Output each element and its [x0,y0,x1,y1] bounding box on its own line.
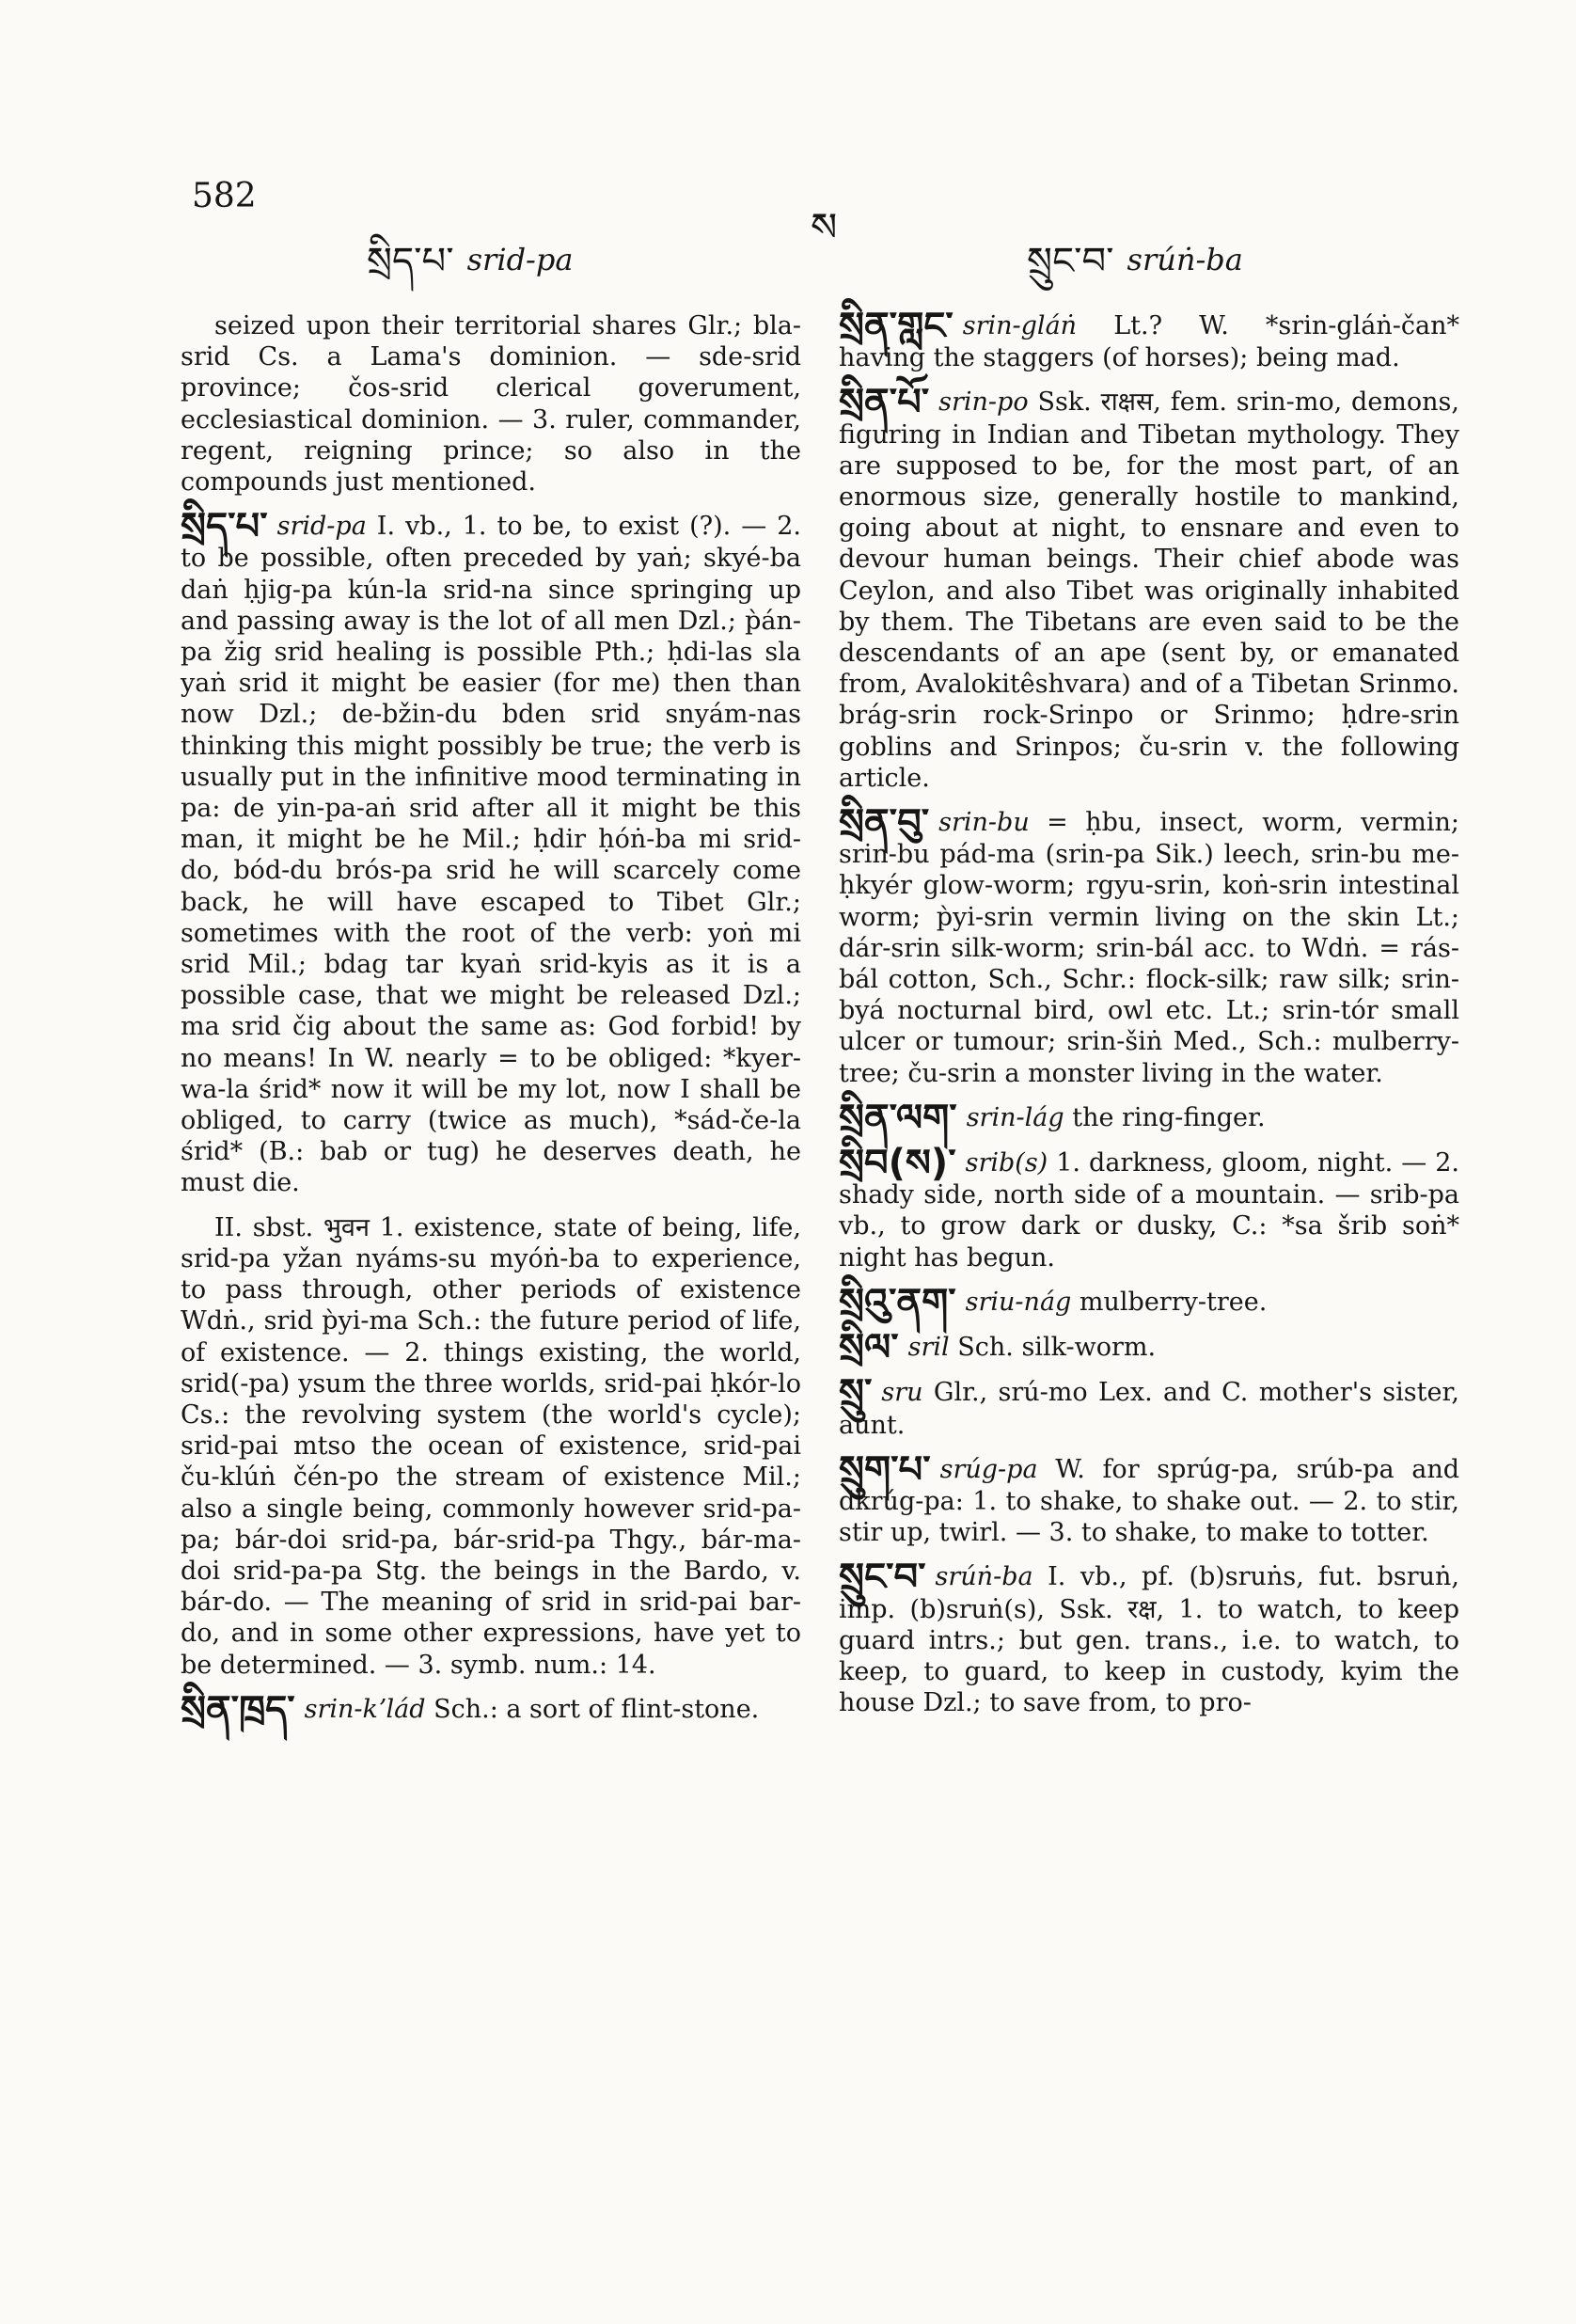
right-running-head-word: srúṅ-ba [1127,242,1243,277]
dictionary-entry [839,1556,1460,1718]
entry-definition: Sch.: a sort of flint-stone. [433,1694,760,1724]
entry-transliteration: srin-lág [966,1102,1064,1132]
entry-tibetan-headword: སྲིན་ལག་ [839,1096,957,1140]
entry-definition: Lt.? W. *srin-gláṅ-čan* having the staggers (of horses); being mad. [839,311,1459,373]
dictionary-entry [181,1212,801,1681]
entry-tibetan-headword: སྲིབ(ས)་ [839,1142,956,1186]
entry-transliteration: srib(s) [965,1148,1048,1178]
dictionary-entry [181,505,801,1198]
page-header [0,177,1576,290]
left-running-head [367,218,573,324]
entry-definition: = ḥbu, insect, worm, vermin; srin-bu pád-ma (srin-pa Sik.) leech, srin-bu me-ḥkyér glow-worm; rgyu-srin, koṅ-srin intestinal worm; p̀yi-srin vermin living on the skin Lt.; dár-srin silk-worm; srin-bál acc. to Wdṅ. = rás-bál cotton, Sch., Schr.: flock-silk; raw silk; srin-byá nocturnal bird, owl etc. Lt.; srin-tór small ulcer or tumour; srin-šiṅ Med., Sch.: mulberry-tree; ču-srin a monster living in the water. [839,808,1459,1088]
dictionary-entry [839,801,1459,1089]
entry-tibetan-headword: སྲུག་པ་ [839,1447,931,1492]
entry-transliteration: sru [881,1378,923,1408]
entry-definition: I. vb., pf. (b)sruṅs, fut. bsruṅ, imp. (b)sruṅ(s), Ssk. रक्ष, 1. to watch, to keep guard intrs.; but gen. trans., i.e. to watch, to keep, to guard, to keep in custody, kyim the house Dzl.; to save from, to pro- [839,1562,1460,1718]
entry-definition: Ssk. राक्षस, fem. srin-mo, demons, figuring in Indian and Tibetan mythology. They are supposed to be, for the most part, of an enormous size, generally hostile to mankind, going about at night, to ensnare and even to devour human beings. Their chief abode was Ceylon, and also Tibet was originally inhabited by them. The Tibetans are even said to be the descendants of an ape (sent by, or emanated from, Avalokitêshvara) and of a Tibetan Srinmo. brág-srin rock-Srinpo or Srinmo; ḥdre-srin goblins and Srinpos; ču-srin v. the following article. [839,387,1459,793]
entry-definition: II. sbst. भुवन 1. existence, state of being, life, srid-pa yžan nyáms-su myóṅ-ba to experience, to pass through, other periods of existence Wdṅ., srid p̀yi-ma Sch.: the future period of life, of existence. — 2. things existing, the world, srid(-pa) ysum the three worlds, srid-pai ḥkór-lo Cs.: the revolving system (the world's cycle); srid-pai mtso the ocean of existence, srid-pai ču-klúṅ čén-po the stream of existence Mil.; also a single being, commonly however srid-pa-pa; bár-doi srid-pa, bár-srid-pa Thgy., bár-ma-doi srid-pa-pa Stg. the beings in the Bardo, v. bár-do. — The meaning of srid in srid-pai bar-do, and in some other expressions, have yet to be determined. — 3. symb. num.: 14. [181,1212,801,1680]
entry-definition: I. vb., 1. to be, to exist (?). — 2. to be possible, often preceded by yaṅ; skyé-ba daṅ ḥjig-pa kún-la srid-na since springing up and passing away is the lot of all men Dzl.; p̀án-pa ži̇g srid healing is possible Pth.; ḥdi-las sla yaṅ srid it might be easier (for me) then than now Dzl.; de-bžin-du bden srid snyám-nas thinking this might possibly be true; the verb is usually put in the infinitive mood terminating in pa: de yin-pa-aṅ srid after all it might be this man, it might be he Mil.; ḥdir ḥóṅ-ba mi srid-do, bód-du brós-pa srid he will scarcely come back, he will have escaped to Tibet Glr.; sometimes with the root of the verb: yoṅ mi srid Mil.; bdag tar kyaṅ srid-kyis as it is a possible case, that we might be released Dzl.; ma srid čig about the same as: God forbid! by no means! In W. nearly = to be obliged: *kyer-wa-la śrid* now it will be my lot, now I shall be obliged, to carry (twice as much), *sád-če-la śrid* (B.: bab or tug) he deserves death, he must die. [181,512,801,1198]
dictionary-entry [839,305,1459,373]
dictionary-entry [181,310,801,498]
left-running-head-word: srid-pa [466,242,574,277]
entry-transliteration: srúg-pa [939,1454,1038,1484]
dictionary-entry [839,1447,1459,1549]
entry-transliteration: srin-gláṅ [962,311,1078,340]
section-letter: ས [811,204,838,250]
page-number: 582 [192,177,257,215]
entry-tibetan-headword: སྲིན་ཁྲད་ [181,1687,295,1731]
entry-definition: Glr., srú-mo Lex. and C. mother's sister, aunt. [839,1378,1459,1440]
dictionary-entry [839,1280,1459,1324]
entry-tibetan-headword: སྲུང་བ་ [839,1556,926,1600]
entry-tibetan-headword: སྲིའུ་ནག་ [839,1280,956,1324]
right-column [839,305,1460,1731]
entry-tibetan-headword: སྲིན་པོ་ [839,381,930,425]
entry-tibetan-headword: སྲིད་པ་ [181,505,268,549]
entry-transliteration: sril [907,1333,950,1363]
left-column [181,310,801,1739]
entry-definition: 1. darkness, gloom, night. — 2. shady side, north side of a mountain. — srib-pa vb., to grow dark or dusky, C.: *sa šrib soṅ* night has begun. [839,1148,1459,1273]
dictionary-entry [181,1687,801,1731]
dictionary-entry [839,1096,1459,1140]
entry-definition: the ring-finger. [1072,1102,1266,1132]
dictionary-entry [839,1142,1459,1273]
entry-transliteration: srúṅ-ba [935,1562,1033,1592]
entry-transliteration: srin-kʼlád [304,1694,426,1724]
entry-definition: mulberry-tree. [1079,1287,1268,1317]
entry-transliteration: srid-pa [276,512,367,542]
entry-tibetan-headword: སྲིལ་ [839,1326,899,1370]
entry-tibetan-headword: སྲུ་ [839,1371,873,1415]
dictionary-entry [839,1326,1459,1370]
right-running-head [1027,218,1243,324]
entry-transliteration: srin-bu [938,808,1030,838]
entry-definition: seized upon their territorial shares Glr.; bla-srid Cs. a Lama's dominion. — sde-srid province; čos-srid clerical goverument, ecclesiastical dominion. — 3. ruler, commander, regent, reigning prince; so also in the compounds just mentioned. [181,311,801,498]
entry-transliteration: sriu-nág [965,1287,1072,1317]
entry-tibetan-headword: སྲིན་གླང་ [839,305,953,348]
dictionary-entry [839,1371,1459,1440]
left-running-head-tibetan: སྲིད་པ་ [367,240,454,283]
entry-transliteration: srin-po [938,387,1029,418]
entry-tibetan-headword: སྲིན་བུ་ [839,801,930,846]
dictionary-entry [839,381,1459,794]
right-running-head-tibetan: སྲུང་བ་ [1027,240,1114,283]
entry-definition: W. for sprúg-pa, srúb-pa and dkrúg-pa: 1. to shake, to shake out. — 2. to stir, stir up, twirl. — 3. to shake, to make to totter. [839,1454,1459,1548]
entry-definition: Sch. silk-worm. [957,1333,1157,1363]
